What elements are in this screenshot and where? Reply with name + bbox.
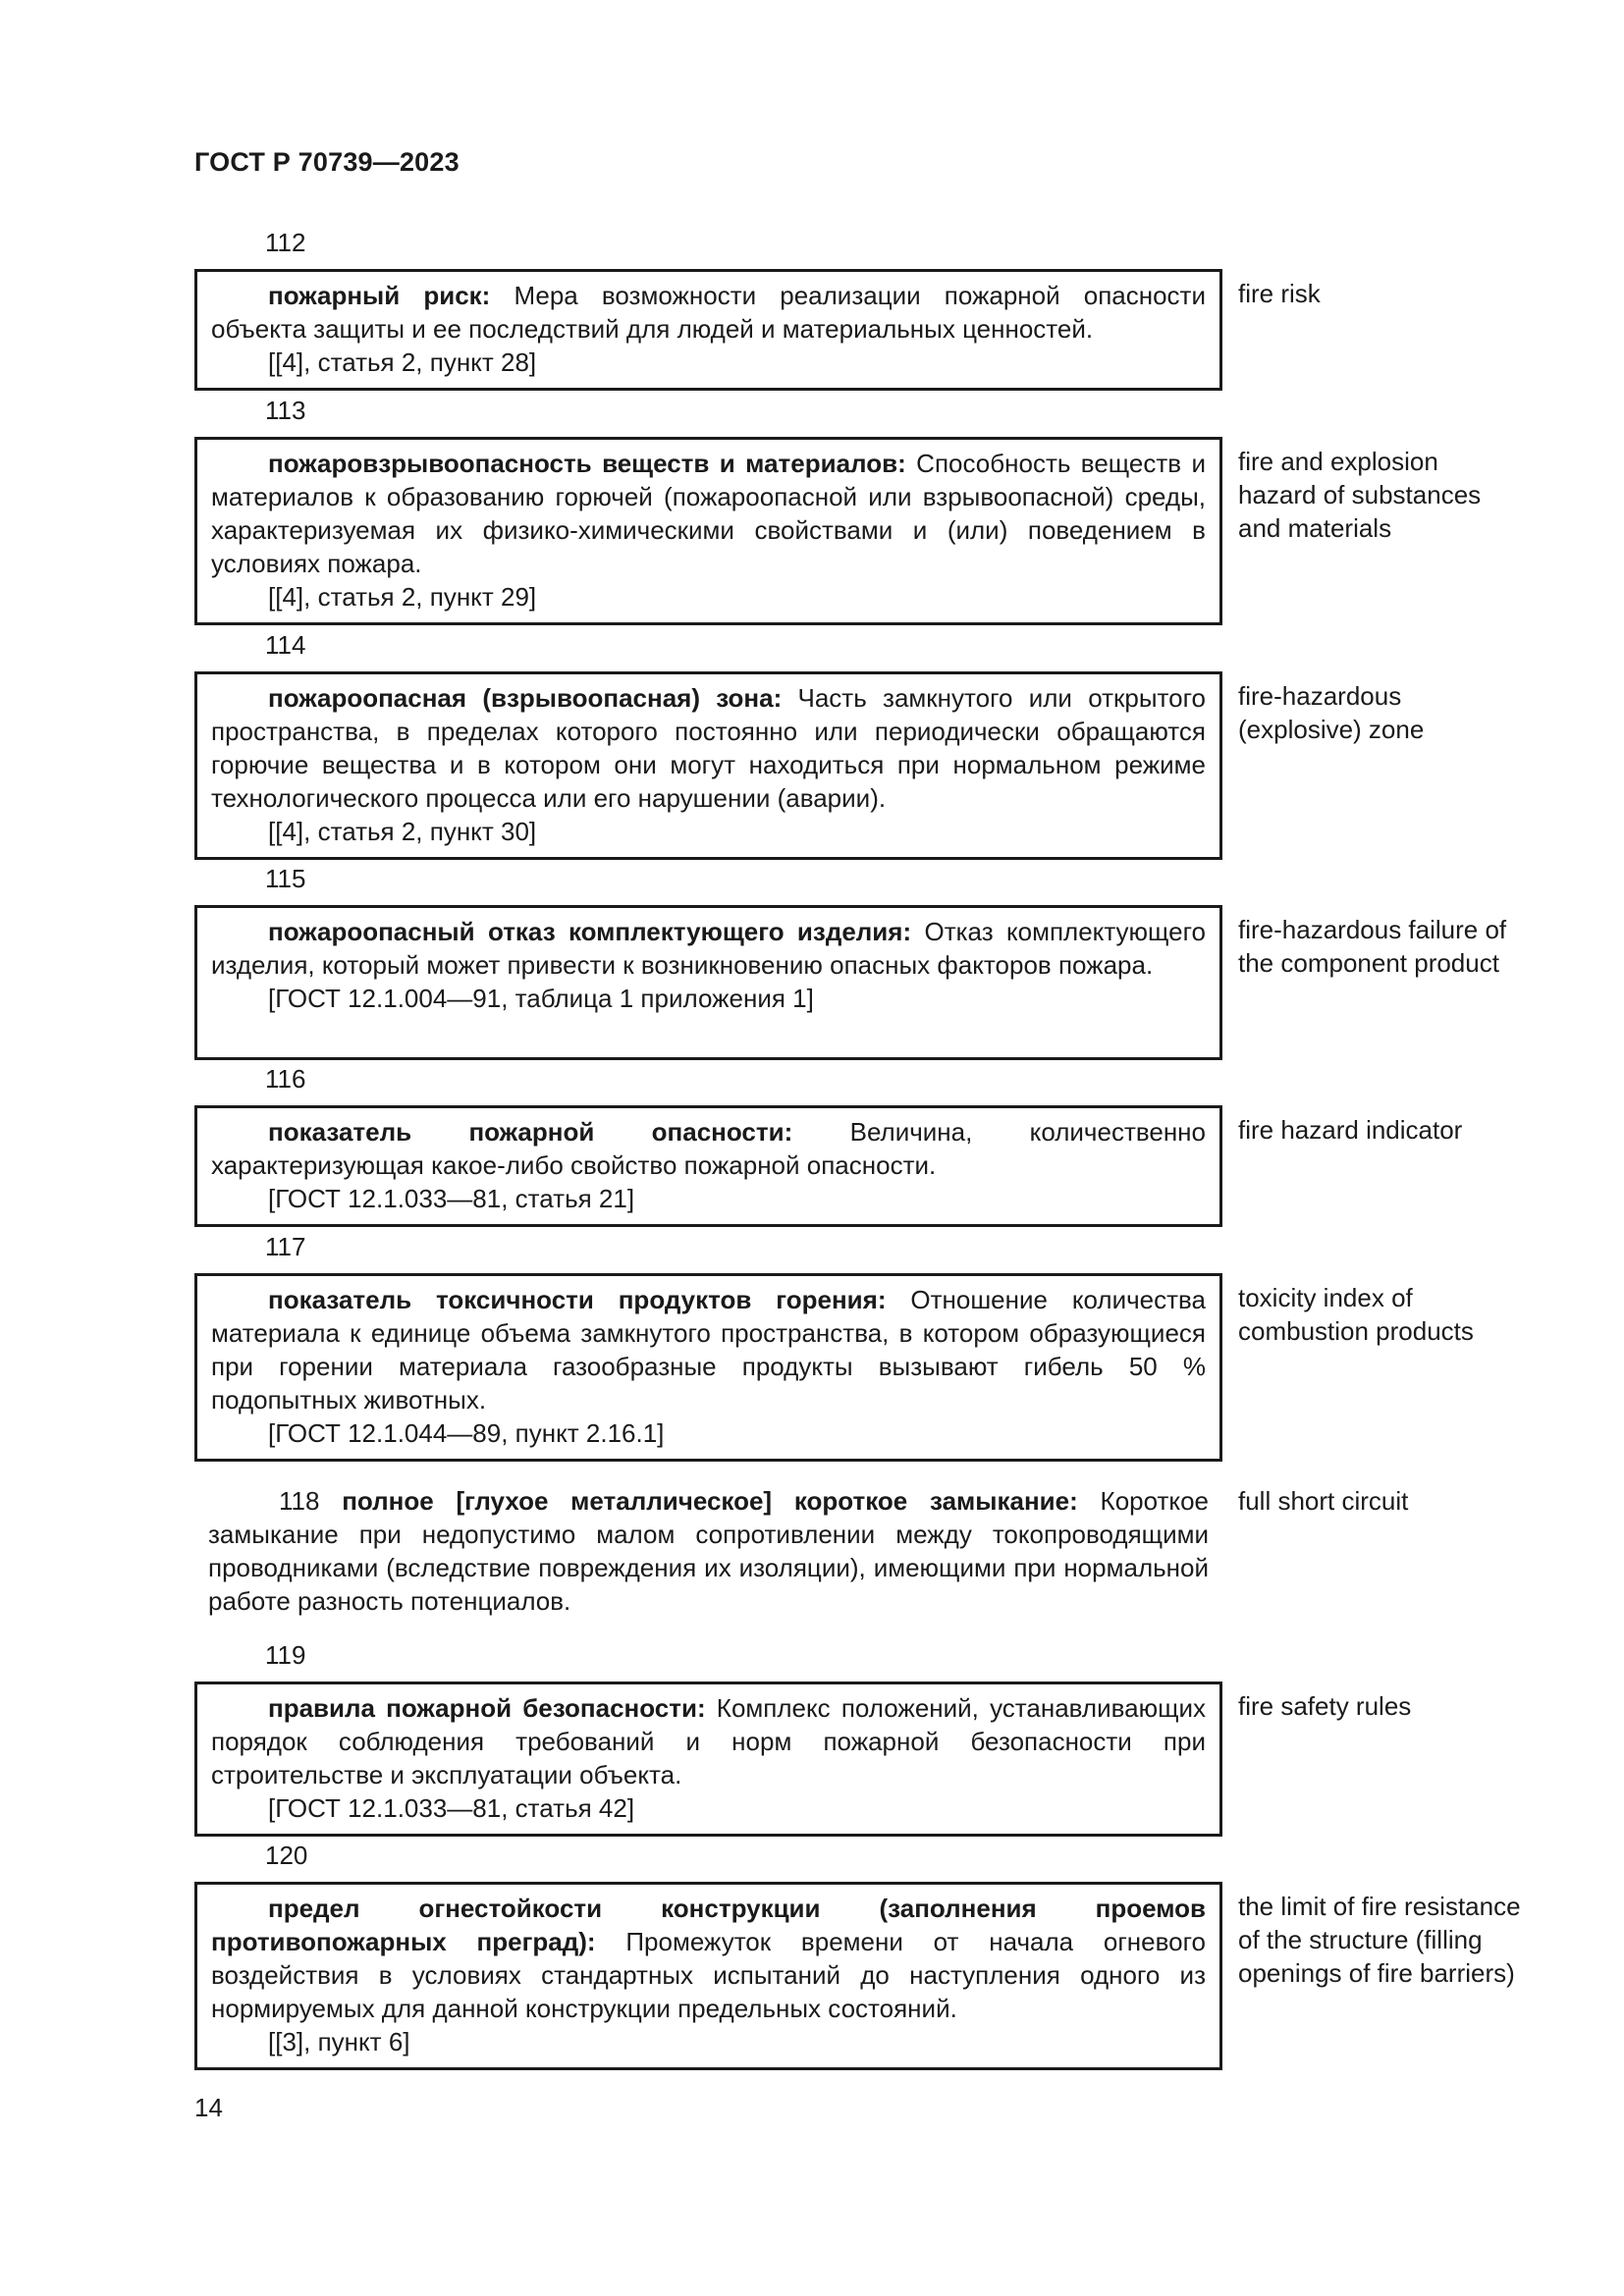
entry-number: 113 — [265, 396, 306, 425]
entry-number: 116 — [265, 1064, 306, 1094]
page-number: 14 — [194, 2093, 223, 2122]
definition: Отказ комплектующего изделия, который может привести к возникновению опасных факторов пожара. — [211, 917, 1206, 980]
definition-text — [208, 1484, 1209, 1618]
source-reference: [[4], статья 2, пункт 28] — [268, 347, 537, 377]
entry-number: 118 — [279, 1486, 320, 1516]
english-term: toxicity index of combustion products — [1238, 1283, 1474, 1346]
definition: Часть замкнутого или открытого пространства, в пределах которого постоянно или периодически обращаются горючие вещества и в котором они могут находиться при нормальном режиме технологического процесса или его нарушении (аварии). — [211, 683, 1206, 813]
term: правила пожарной безопасности: — [268, 1693, 706, 1723]
definition: Мера возможности реализации пожарной опасности объекта защиты и ее последствий для людей и материальных ценностей. — [211, 281, 1206, 344]
source-reference: [[4], статья 2, пункт 29] — [268, 582, 537, 612]
definition-box — [194, 1105, 1222, 1227]
definition-box — [194, 1882, 1222, 2070]
definition-box — [194, 269, 1222, 391]
term: пожароопасный отказ комплектующего изделия: — [268, 917, 912, 946]
definition: Величина, количественно характеризующая какое-либо свойство пожарной опасности. — [211, 1117, 1207, 1180]
english-term: fire-hazardous failure of the component product — [1238, 915, 1507, 978]
source-reference: [ГОСТ 12.1.033—81, статья 42] — [268, 1793, 635, 1823]
entry-number: 115 — [265, 864, 306, 893]
definition-box — [194, 671, 1222, 860]
definition-box — [194, 905, 1222, 1060]
entry-number: 119 — [265, 1640, 306, 1670]
english-term: fire safety rules — [1238, 1691, 1412, 1721]
english-term: the limit of fire resistance of the structure (filling openings of fire barriers) — [1238, 1892, 1521, 1988]
english-term: fire-hazardous (explosive) zone — [1238, 681, 1425, 744]
definition-text — [211, 279, 1206, 346]
definition-box — [194, 1682, 1222, 1837]
entry-number: 120 — [265, 1841, 308, 1870]
entry-number: 114 — [265, 630, 306, 660]
term: пожароопасная (взрывоопасная) зона: — [268, 683, 783, 713]
definition-box — [194, 1273, 1222, 1462]
definition-text — [211, 1691, 1206, 1791]
definition-text — [211, 915, 1206, 982]
source-reference: [ГОСТ 12.1.004—91, таблица 1 приложения 1] — [268, 984, 814, 1013]
term: предел огнестойкости конструкции (заполнения проемов противопожарных преград): — [211, 1894, 1206, 1956]
english-term: fire and explosion hazard of substances and materials — [1238, 447, 1482, 543]
definition: Отношение количества материала к единице объема замкнутого пространства, в котором образующиеся при горении материала газообразные продукты вызывают гибель 50 % подопытных животных. — [211, 1285, 1206, 1415]
term: полное [глухое металлическое] короткое замыкание: — [342, 1486, 1078, 1516]
entry-number: 117 — [265, 1232, 306, 1261]
definition-text — [211, 1283, 1206, 1416]
source-reference: [ГОСТ 12.1.033—81, статья 21] — [268, 1184, 635, 1213]
definition: Промежуток времени от начала огневого воздействия в условиях стандартных испытаний до наступления одного из нормируемых для данной конструкции предельных состояний. — [211, 1927, 1206, 2023]
definition: Комплекс положений, устанавливающих порядок соблюдения требований и норм пожарной безопасности при строительстве и эксплуатации объекта. — [211, 1693, 1206, 1789]
term: пожарный риск: — [268, 281, 491, 310]
definition: Способность веществ и материалов к образованию горючей (пожароопасной или взрывоопасной) среды, характеризуемая их физико-химическими свойствами и (или) поведением в условиях пожара. — [211, 449, 1206, 578]
english-term: fire hazard indicator — [1238, 1115, 1463, 1145]
entry-number: 112 — [265, 228, 306, 257]
definition-text — [211, 1115, 1206, 1182]
definition-text — [211, 1892, 1206, 2025]
term: показатель токсичности продуктов горения: — [268, 1285, 887, 1314]
definition-text — [211, 681, 1206, 815]
english-term: fire risk — [1238, 279, 1321, 308]
source-reference: [[4], статья 2, пункт 30] — [268, 817, 537, 846]
source-reference: [ГОСТ 12.1.044—89, пункт 2.16.1] — [268, 1418, 665, 1448]
english-term: full short circuit — [1238, 1486, 1409, 1516]
definition-text — [211, 447, 1206, 580]
definition-box — [194, 437, 1222, 625]
term: пожаровзрывоопасность веществ и материалов: — [268, 449, 906, 478]
definition-block — [194, 1484, 1222, 1618]
document-header: ГОСТ Р 70739—2023 — [194, 147, 460, 177]
source-reference: [[3], пункт 6] — [268, 2027, 410, 2056]
term: показатель пожарной опасности: — [268, 1117, 793, 1147]
definition: Короткое замыкание при недопустимо малом сопротивлении между токопроводящими проводниками (вследствие повреждения их изоляции), имеющими при нормальной работе разность потенциалов. — [208, 1486, 1209, 1616]
